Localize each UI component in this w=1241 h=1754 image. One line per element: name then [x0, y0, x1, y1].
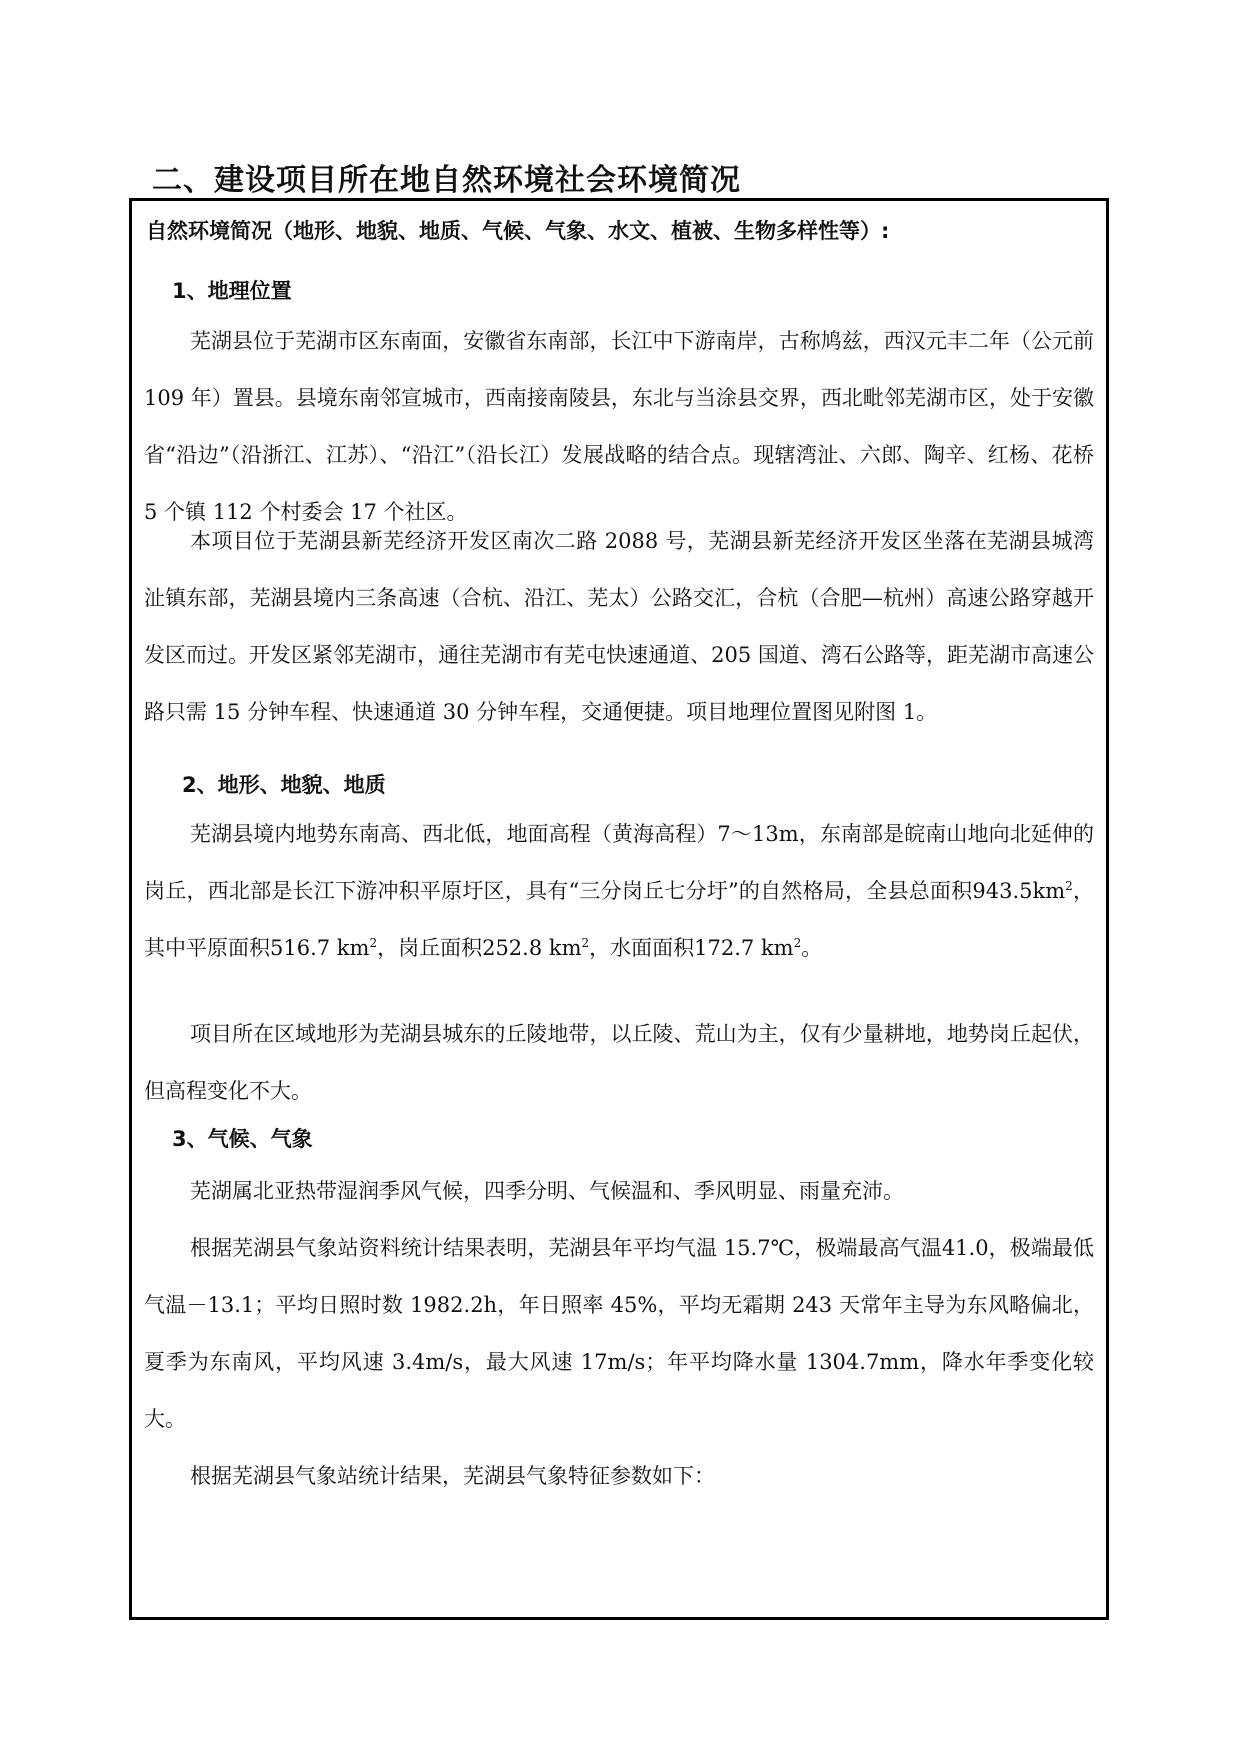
paragraph-location-2: 本项目位于芜湖县新芜经济开发区南次二路 2088 号，芜湖县新芜经济开发区坐落在芜湖县城湾沚镇东部，芜湖县境内三条高速（合杭、沿江、芜太）公路交汇，合杭（合肥—杭州）高速公路穿越开发区而过。开发区紧邻芜湖市，通往芜湖市有芜屯快速通道、205 国道、湾石公路等，距芜湖市高速公路只需 15 分钟车程、快速通道 30 分钟车程，交通便捷。项目地理位置图见附图 1。: [144, 529, 1094, 724]
content-box: [129, 198, 1109, 1620]
paragraph-climate-2: 根据芜湖县气象站资料统计结果表明，芜湖县年平均气温 15.7℃，极端最高气温41.0，极端最低气温－13.1；平均日照时数 1982.2h，年日照率 45%，平均无霜期 243 天常年主导为东风略偏北，夏季为东南风，平均风速 3.4m/s，最大风速 17m/s；年平均降水量 1304.7mm，降水年季变化较大。: [144, 1236, 1094, 1431]
section-heading: 二、建设项目所在地自然环境社会环境简况: [152, 163, 741, 198]
paragraph-location-1: 芜湖县位于芜湖市区东南面，安徽省东南部，长江中下游南岸，古称鸠兹，西汉元丰二年（公元前 109 年）置县。县境东南邻宣城市，西南接南陵县，东北与当涂县交界，西北毗邻芜湖市区，处于安徽省“沿边”（沿浙江、江苏）、“沿江”（沿长江）发展战略的结合点。现辖湾沚、六郎、陶辛、红杨、花桥 5 个镇 112 个村委会 17 个社区。: [144, 329, 1094, 524]
section-title-location: 1、地理位置: [172, 279, 292, 303]
section-title-climate: 3、气候、气象: [172, 1127, 313, 1151]
section-title-terrain: 2、地形、地貌、地质: [182, 773, 386, 797]
paragraph-terrain-1: 芜湖县境内地势东南高、西北低，地面高程（黄海高程）7～13m，东南部是皖南山地向北延伸的岗丘，西北部是长江下游冲积平原圩区，具有“三分岗丘七分圩”的自然格局，全县总面积$943.5km^2$，其中平原面积516.7 $km^2$，岗丘面积252.8 $km^2$，水面面积172.7 $km^2$。: [144, 822, 1095, 960]
paragraph-climate-3: 根据芜湖县气象站统计结果，芜湖县气象特征参数如下：: [190, 1464, 715, 1488]
intro-line: 自然环境简况（地形、地貌、地质、气候、气象、水文、植被、生物多样性等）:: [146, 219, 890, 243]
paragraph-terrain-2: 项目所在区域地形为芜湖县城东的丘陵地带，以丘陵、荒山为主，仅有少量耕地，地势岗丘起伏，但高程变化不大。: [144, 1022, 1094, 1103]
paragraph-climate-1: 芜湖属北亚热带湿润季风气候，四季分明、气候温和、季风明显、雨量充沛。: [190, 1179, 904, 1203]
